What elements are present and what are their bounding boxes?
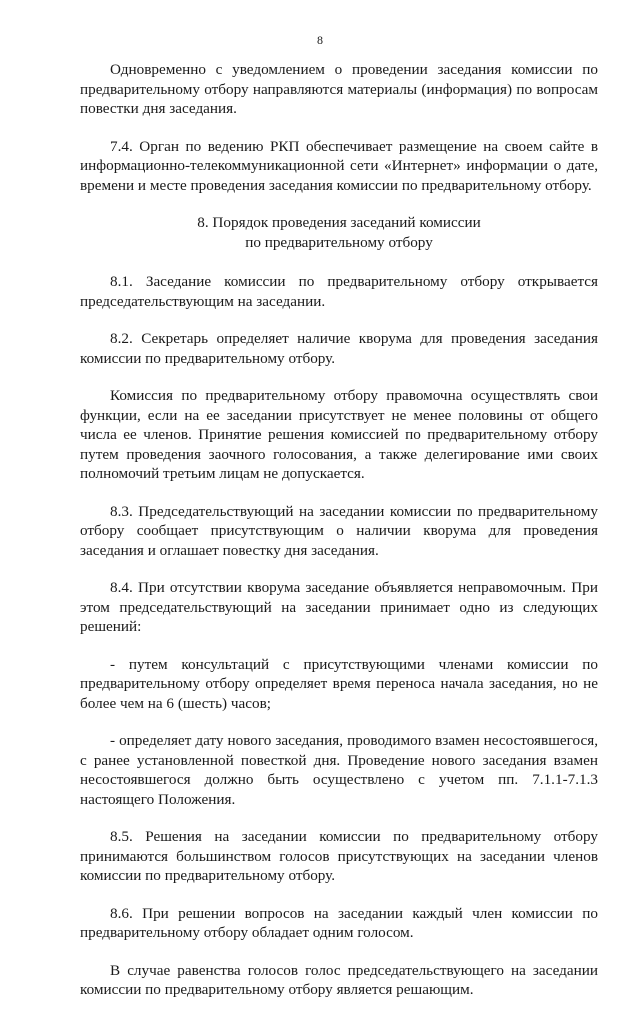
list-item: - путем консультаций с присутствующими членами комиссии по предварительному отбору определяет время переноса начала заседания, но не более чем на 6 (шесть) часов; xyxy=(80,655,598,712)
section-heading-line: 8. Порядок проведения заседаний комиссии xyxy=(197,214,481,231)
paragraph: Одновременно с уведомлением о проведении заседания комиссии по предварительному отбору направляются материалы (информация) по вопросам повестки дня заседания. xyxy=(80,61,598,117)
page-number: 8 xyxy=(317,33,323,47)
paragraph: 8.6. При решении вопросов на заседании каждый член комиссии по предварительному отбору обладает одним голосом. xyxy=(80,904,598,941)
section-heading xyxy=(80,213,598,252)
paragraph: 8.4. При отсутствии кворума заседание объявляется неправомочным. При этом председательствующий на заседании принимает одно из следующих решений: xyxy=(80,579,598,635)
paragraph: 7.4. Орган по ведению РКП обеспечивает размещение на своем сайте в информационно-телекоммуникационной сети «Интернет» информации о дате, времени и месте проведения заседания комиссии по предварительному отбору. xyxy=(80,137,598,194)
section-heading-line: по предварительному отбору xyxy=(245,233,433,251)
list-item: - определяет дату нового заседания, проводимого взамен несостоявшегося, с ранее установленной повесткой дня. Проведение нового заседания взамен несостоявшегося должно быть осуществлено с учетом пп. 7.1.1-7.1.3 настоящего Положения. xyxy=(80,732,598,808)
paragraph: 8.5. Решения на заседании комиссии по предварительному отбору принимаются большинством голосов присутствующих на заседании членов комиссии по предварительному отбору. xyxy=(80,828,598,884)
paragraph: 8.1. Заседание комиссии по предварительному отбору открывается председательствующим на заседании. xyxy=(80,273,598,310)
paragraph: 8.2. Секретарь определяет наличие кворума для проведения заседания комиссии по предварительному отбору. xyxy=(80,330,598,367)
paragraph: В случае равенства голосов голос председательствующего на заседании комиссии по предварительному отбору является решающим. xyxy=(80,961,598,998)
paragraph: Комиссия по предварительному отбору правомочна осуществлять свои функции, если на ее заседании присутствует не менее половины от общего числа ее членов. Принятие решения комиссией по предварительному отбору путем проведения заочного голосования, а также делегирование ими своих полномочий третьим лицам не допускается. xyxy=(80,387,598,482)
document-body xyxy=(80,60,598,1018)
paragraph: 8.3. Председательствующий на заседании комиссии по предварительному отбору сообщает присутствующим о наличии кворума для проведения заседания и оглашает повестку дня заседания. xyxy=(80,502,598,559)
